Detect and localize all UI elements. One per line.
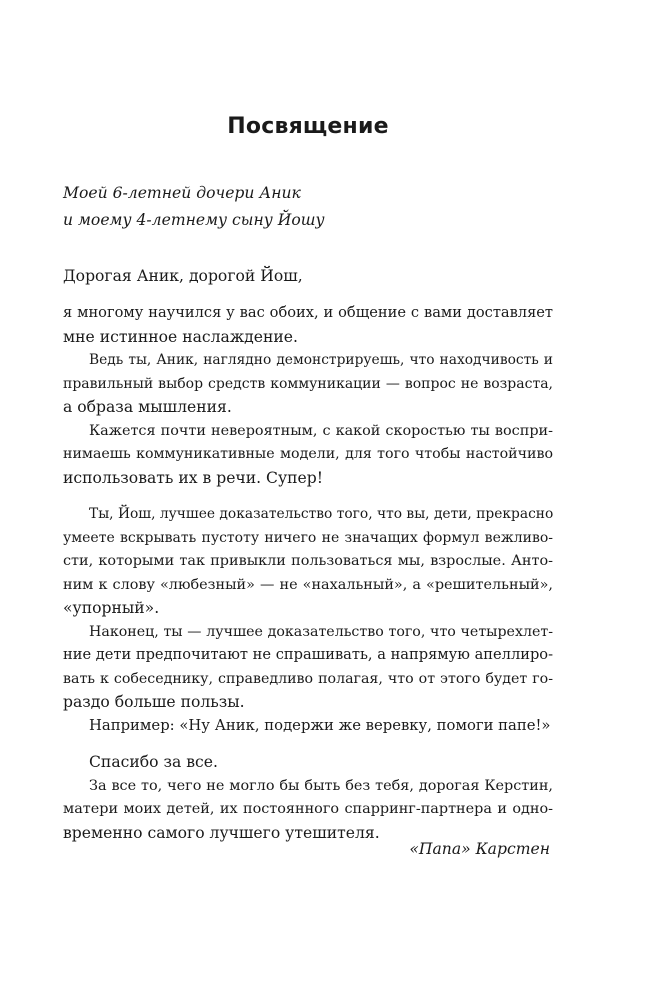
- greeting: Дорогая Аник, дорогой Йош,: [63, 267, 303, 285]
- text-line: ние дети предпочитают не спрашивать, а напрямую апеллиро-: [63, 646, 553, 663]
- text-line: использовать их в речи. Супер!: [63, 469, 324, 487]
- text-line: я многому научился у вас обоих, и общение с вами доставляет: [63, 304, 553, 321]
- text-line: ним к слову «любезный» — не «нахальный», а «решительный»,: [63, 577, 553, 593]
- text-line: вать к собеседнику, справедливо полагая, что от этого будет го-: [63, 671, 553, 687]
- dedication-line: Моей 6-летней дочери Аник: [63, 184, 301, 202]
- text-line: раздо больше пользы.: [63, 693, 245, 711]
- text-line: Например: «Ну Аник, подержи же веревку, помоги папе!»: [89, 717, 551, 734]
- text-line: «упорный».: [63, 599, 160, 617]
- text-line: Спасибо за все.: [89, 753, 218, 771]
- text-line: правильный выбор средств коммуникации — вопрос не возраста,: [63, 376, 553, 392]
- text-line: нимаешь коммуникативные модели, для того чтобы настойчиво: [63, 446, 553, 462]
- text-line: умеете вскрывать пустоту ничего не значащих формул вежливо-: [63, 530, 553, 546]
- book-page: [63, 0, 553, 1000]
- text-line: а образа мышления.: [63, 398, 232, 416]
- text-line: Кажется почти невероятным, с какой скоростью ты воспри-: [89, 423, 553, 439]
- text-line: Ведь ты, Аник, наглядно демонстрируешь, что находчивость и: [89, 352, 553, 368]
- text-line: временно самого лучшего утешителя.: [63, 824, 380, 842]
- text-line: Ты, Йош, лучшее доказательство того, что вы, дети, прекрасно: [89, 506, 554, 522]
- text-line: Наконец, ты — лучшее доказательство того, что четырехлет-: [89, 624, 553, 640]
- text-line: За все то, чего не могло бы быть без тебя, дорогая Керстин,: [89, 778, 553, 794]
- signature: «Папа» Карстен: [409, 840, 550, 858]
- page-title: Посвящение: [227, 114, 389, 139]
- dedication-line: и моему 4-летнему сыну Йошу: [63, 211, 325, 229]
- text-line: мне истинное наслаждение.: [63, 328, 298, 346]
- text-line: матери моих детей, их постоянного спарринг-партнера и одно-: [63, 801, 553, 817]
- text-line: сти, которыми так привыкли пользоваться мы, взрослые. Анто-: [63, 553, 553, 569]
